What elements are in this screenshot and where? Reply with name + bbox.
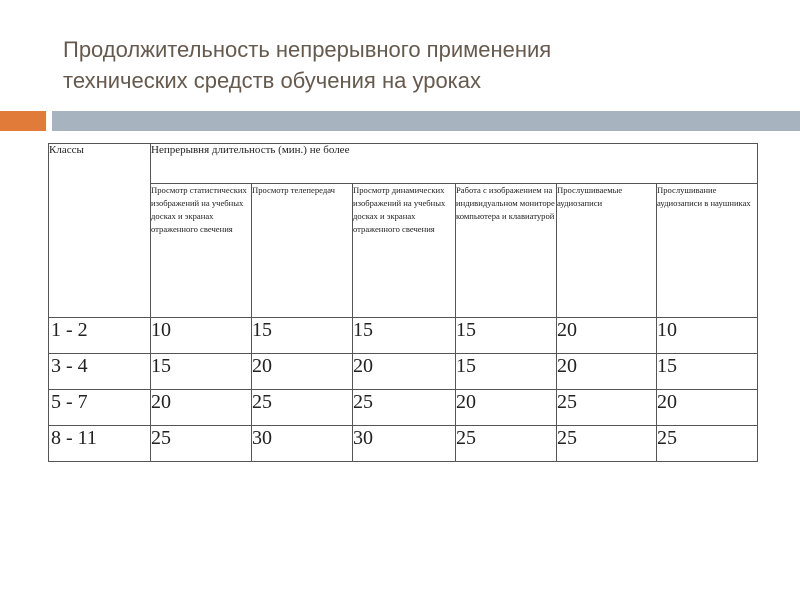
accent-bar-grey [52,111,800,131]
value-cell: 25 [456,426,557,462]
header-classes: Классы [49,144,151,318]
value-cell: 15 [252,318,353,354]
value-cell: 20 [557,354,657,390]
value-cell: 20 [353,354,456,390]
subheader-dynamic-images: Просмотр динамических изображений на учебных досках и экранах отраженного свечения [353,184,456,318]
value-cell: 20 [252,354,353,390]
accent-bar-orange [0,111,46,131]
subheader-tv: Просмотр телепередач [252,184,353,318]
grade-cell: 3 - 4 [49,354,151,390]
table-row [49,354,758,390]
grade-cell: 1 - 2 [49,318,151,354]
subheader-headphones: Прослушивание аудиозаписи в наушниках [657,184,758,318]
value-cell: 25 [252,390,353,426]
value-cell: 15 [657,354,758,390]
value-cell: 20 [657,390,758,426]
value-cell: 15 [456,318,557,354]
title-line-1: Продолжительность непрерывного применения [63,37,552,62]
value-cell: 25 [557,426,657,462]
value-cell: 15 [151,354,252,390]
header-duration-group: Непрерывня длительность (мин.) не более [151,144,758,184]
value-cell: 20 [456,390,557,426]
value-cell: 25 [151,426,252,462]
value-cell: 25 [353,390,456,426]
header-row-sub [49,184,758,318]
subheader-static-images: Просмотр статистических изображений на учебных досках и экранах отраженного свечения [151,184,252,318]
value-cell: 10 [151,318,252,354]
value-cell: 15 [353,318,456,354]
grade-cell: 8 - 11 [49,426,151,462]
value-cell: 25 [657,426,758,462]
value-cell: 20 [151,390,252,426]
value-cell: 25 [557,390,657,426]
subheader-audio: Прослушиваемые аудиозаписи [557,184,657,318]
value-cell: 20 [557,318,657,354]
duration-table [48,143,758,462]
subheader-computer: Работа с изображением на индивидуальном мониторе компьютера и клавиатурой [456,184,557,318]
table-row [49,426,758,462]
table-row [49,390,758,426]
header-row-main [49,144,758,184]
value-cell: 10 [657,318,758,354]
value-cell: 30 [353,426,456,462]
value-cell: 30 [252,426,353,462]
slide-title [63,34,763,96]
table-row [49,318,758,354]
grade-cell: 5 - 7 [49,390,151,426]
title-line-2: технических средств обучения на уроках [63,68,482,93]
value-cell: 15 [456,354,557,390]
